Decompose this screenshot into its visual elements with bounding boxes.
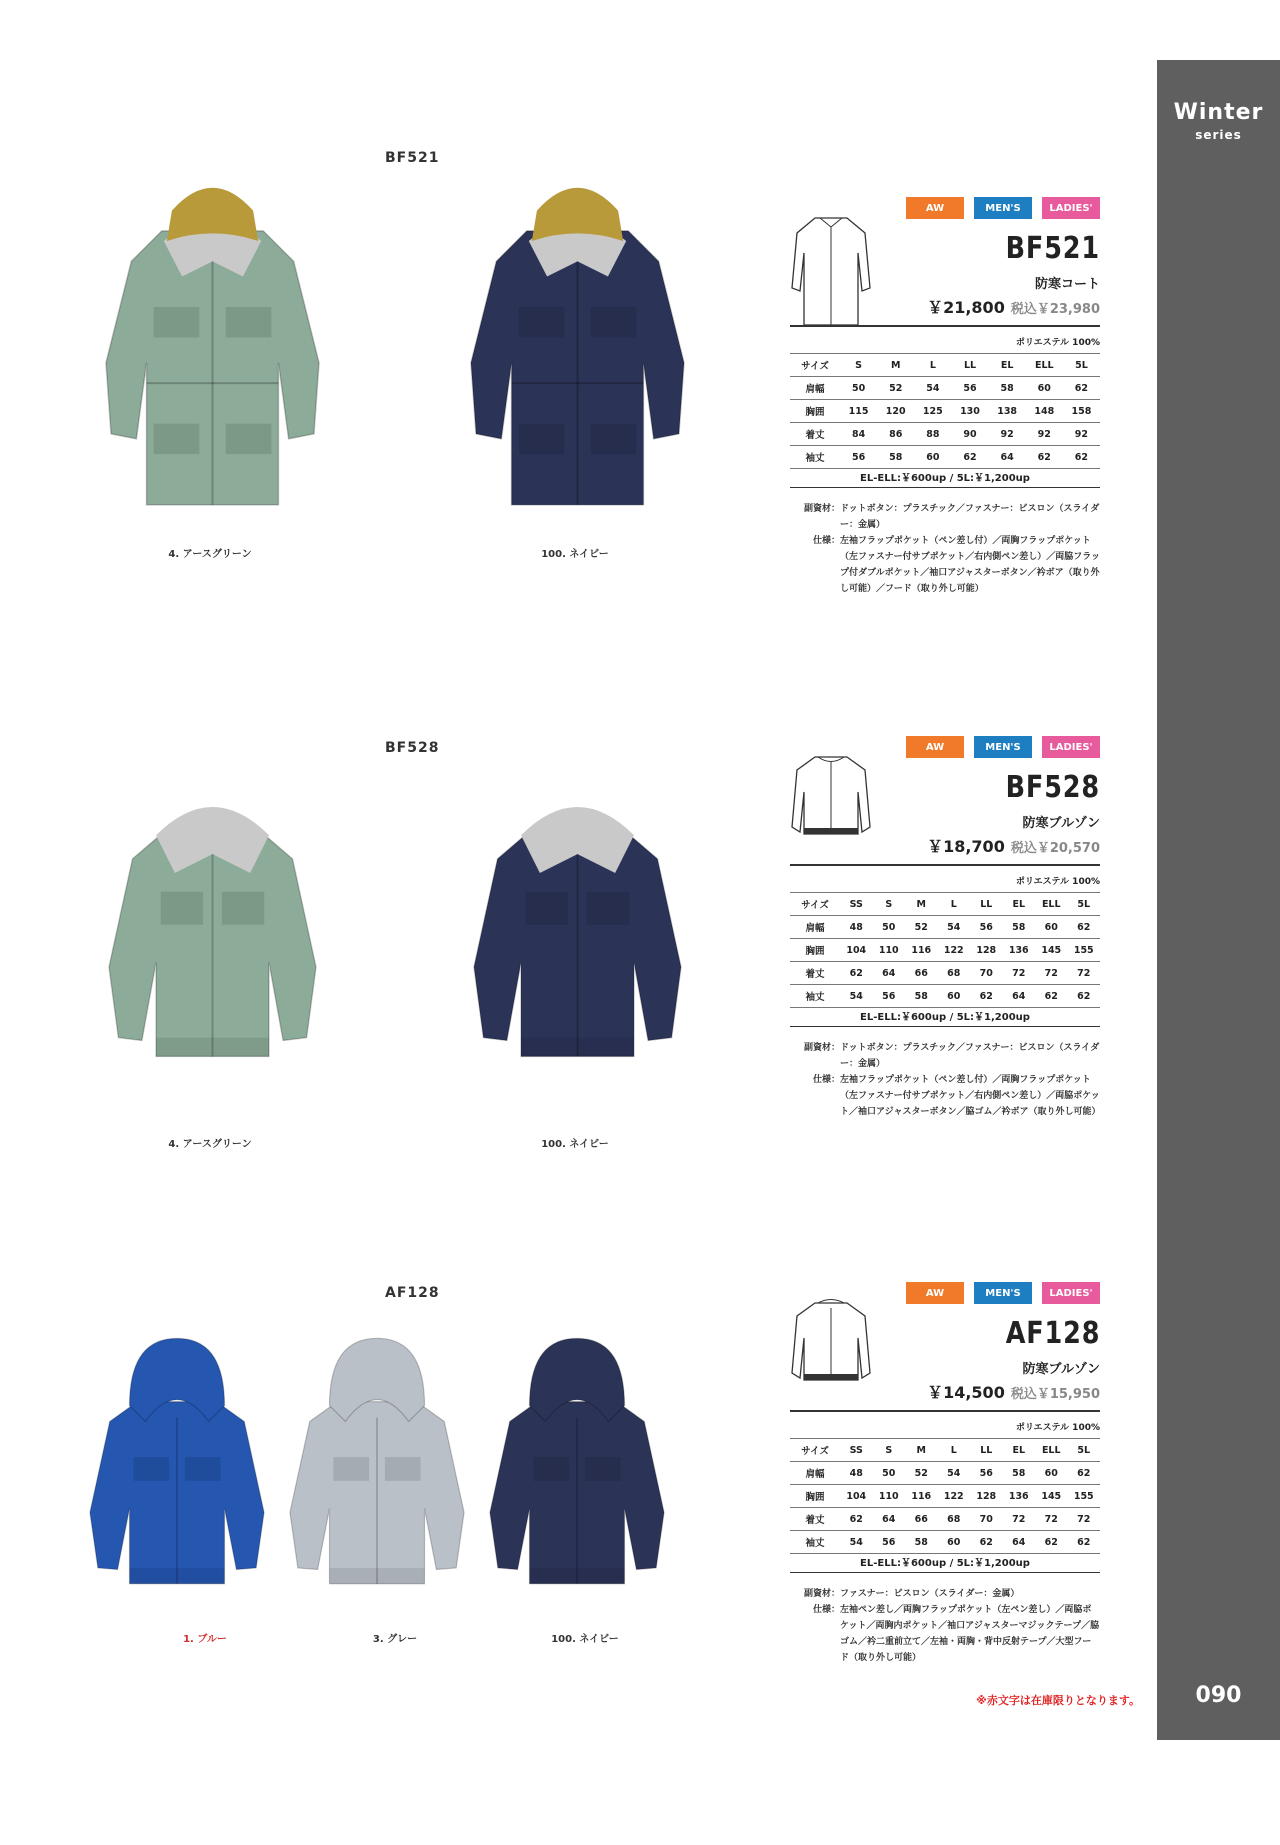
size-cell: 60 [938, 985, 971, 1008]
size-cell: 68 [938, 1508, 971, 1531]
garment-photo [82, 1315, 272, 1615]
size-cell: 58 [877, 446, 914, 469]
size-cell: M [905, 893, 938, 916]
size-cell: 60 [1026, 377, 1063, 400]
size-cell: 62 [951, 446, 988, 469]
garment-line-sketch [790, 213, 872, 331]
product-model-number: BF528 [1005, 770, 1100, 805]
size-row-header: サイズ [790, 893, 840, 916]
sketch-wrapper [790, 213, 872, 335]
price-tax-included: 税込￥23,980 [1010, 302, 1100, 317]
price: ￥14,500 [927, 1383, 1005, 1402]
size-cell: 72 [1035, 1508, 1068, 1531]
size-cell: 60 [1035, 1462, 1068, 1485]
garment-photo [455, 760, 700, 1080]
spec-notes [790, 501, 1100, 597]
spec-note-key: 仕様： [812, 1605, 840, 1615]
badge-ladies: LADIES' [1042, 736, 1100, 758]
size-cell: 64 [1003, 985, 1036, 1008]
product-section [0, 1285, 1150, 1845]
size-table [790, 353, 1100, 469]
size-cell: 62 [1068, 1531, 1101, 1554]
product-section [0, 150, 1150, 710]
spec-note [790, 1586, 1100, 1602]
size-cell: 86 [877, 423, 914, 446]
price-row [927, 1380, 1100, 1403]
size-cell: S [873, 893, 906, 916]
price-row [927, 295, 1100, 318]
price: ￥21,800 [927, 298, 1005, 317]
size-cell: 64 [1003, 1531, 1036, 1554]
color-label: 100. ネイビー [541, 1139, 609, 1150]
size-cell: 104 [840, 1485, 873, 1508]
size-cell: 62 [970, 985, 1003, 1008]
spec-note [790, 533, 1100, 597]
product-model-label: BF528 [385, 740, 440, 756]
size-cell: 62 [1035, 985, 1068, 1008]
sidebar-title: Winter [1173, 100, 1264, 125]
size-cell: 120 [877, 400, 914, 423]
size-table-row [790, 423, 1100, 446]
size-table-row [790, 1508, 1100, 1531]
page-number: 090 [1195, 1683, 1242, 1708]
size-cell: 56 [951, 377, 988, 400]
size-table-row [790, 939, 1100, 962]
category-badges [906, 1282, 1100, 1304]
size-cell: SS [840, 893, 873, 916]
size-cell: S [840, 354, 877, 377]
product-model-number: BF521 [1005, 231, 1100, 266]
size-cell: 62 [1063, 446, 1100, 469]
color-label: 3. グレー [372, 1634, 418, 1645]
size-cell: 88 [914, 423, 951, 446]
spec-note-key: 副資材： [803, 504, 840, 514]
size-table-row [790, 1485, 1100, 1508]
sketch-wrapper [790, 752, 872, 846]
size-cell: 5L [1063, 354, 1100, 377]
size-table-row [790, 893, 1100, 916]
size-row-header: 着丈 [790, 423, 840, 446]
product-info [790, 197, 1100, 597]
size-cell: 155 [1068, 939, 1101, 962]
size-cell: 72 [1003, 962, 1036, 985]
size-cell: 58 [905, 985, 938, 1008]
divider [790, 487, 1100, 488]
material-label: ポリエステル 100% [1015, 338, 1100, 348]
size-cell: L [938, 893, 971, 916]
color-label: 1. ブルー [183, 1634, 227, 1645]
size-row-header: 肩幅 [790, 377, 840, 400]
size-surcharge: EL-ELL:￥600up / 5L:￥1,200up [860, 473, 1030, 484]
size-cell: 54 [840, 985, 873, 1008]
size-cell: 115 [840, 400, 877, 423]
size-cell: 56 [873, 1531, 906, 1554]
spec-note-key: 副資材： [803, 1043, 840, 1053]
size-cell: 66 [905, 962, 938, 985]
badge-mens: MEN'S [974, 197, 1032, 219]
divider [790, 1026, 1100, 1027]
size-cell: 52 [877, 377, 914, 400]
size-cell: 62 [1068, 916, 1101, 939]
size-cell: S [873, 1439, 906, 1462]
size-cell: 64 [873, 1508, 906, 1531]
size-cell: L [938, 1439, 971, 1462]
size-table-row [790, 916, 1100, 939]
size-cell: 48 [840, 916, 873, 939]
size-cell: LL [951, 354, 988, 377]
size-cell: 72 [1068, 1508, 1101, 1531]
price-row [927, 834, 1100, 857]
garment-line-sketch [790, 1298, 872, 1388]
divider [790, 1572, 1100, 1573]
spec-note [790, 1040, 1100, 1072]
size-cell: 155 [1068, 1485, 1101, 1508]
size-cell: 56 [840, 446, 877, 469]
size-row-header: サイズ [790, 1439, 840, 1462]
product-model-number: AF128 [1005, 1316, 1100, 1351]
size-row-header: サイズ [790, 354, 840, 377]
size-table [790, 892, 1100, 1008]
size-cell: 56 [873, 985, 906, 1008]
size-cell: 58 [1003, 1462, 1036, 1485]
size-cell: 90 [951, 423, 988, 446]
size-table-row [790, 1462, 1100, 1485]
badge-aw: AW [906, 197, 964, 219]
size-cell: LL [970, 893, 1003, 916]
color-label: 4. アースグリーン [168, 549, 252, 560]
product-info [790, 1282, 1100, 1682]
spec-note-value: 左袖フラップポケット（ペン差し付）／両胸フラップポケット（左ファスナー付サブポケット／右内側ペン差し）／両脇フラップ付ダブルポケット／袖口アジャスターボタン／衿ボア（取り外し可能）／フード（取り外し可能） [840, 536, 1101, 594]
size-cell: 62 [1068, 1462, 1101, 1485]
product-model-label: BF521 [385, 150, 440, 166]
size-cell: 128 [970, 1485, 1003, 1508]
badge-ladies: LADIES' [1042, 197, 1100, 219]
size-cell: 50 [873, 1462, 906, 1485]
size-cell: 62 [1068, 985, 1101, 1008]
spec-note [790, 1072, 1100, 1120]
size-cell: ELL [1035, 893, 1068, 916]
size-cell: EL [989, 354, 1026, 377]
badge-aw: AW [906, 736, 964, 758]
size-cell: 56 [970, 1462, 1003, 1485]
size-cell: 58 [1003, 916, 1036, 939]
size-cell: 70 [970, 962, 1003, 985]
garment-photo [282, 1315, 472, 1615]
size-cell: 122 [938, 939, 971, 962]
size-table-row [790, 962, 1100, 985]
size-row-header: 袖丈 [790, 1531, 840, 1554]
size-cell: L [914, 354, 951, 377]
spec-note-key: 副資材： [803, 1589, 840, 1599]
size-row-header: 着丈 [790, 1508, 840, 1531]
size-table-row [790, 400, 1100, 423]
size-cell: LL [970, 1439, 1003, 1462]
product-name: 防寒コート [1034, 277, 1100, 292]
category-badges [906, 197, 1100, 219]
size-row-header: 肩幅 [790, 916, 840, 939]
size-cell: ELL [1026, 354, 1063, 377]
material-label: ポリエステル 100% [1015, 1423, 1100, 1433]
garment-photo [90, 760, 335, 1080]
size-table-row [790, 354, 1100, 377]
spec-note-key: 仕様： [812, 1075, 840, 1085]
size-row-header: 胸囲 [790, 939, 840, 962]
size-cell: 122 [938, 1485, 971, 1508]
size-cell: ELL [1035, 1439, 1068, 1462]
size-cell: 54 [938, 1462, 971, 1485]
size-cell: 136 [1003, 1485, 1036, 1508]
size-table-row [790, 446, 1100, 469]
spec-note-value: 左袖ペン差し／両胸フラップポケット（左ペン差し）／両脇ポケット／両胸内ポケット／袖口アジャスターマジックテープ／脇ゴム／衿二重前立て／左袖・両胸・背中反射テープ／大型フード（取り外し可能） [840, 1605, 1100, 1663]
size-cell: 58 [905, 1531, 938, 1554]
size-cell: 60 [914, 446, 951, 469]
size-cell: 62 [840, 962, 873, 985]
size-cell: 64 [873, 962, 906, 985]
price-tax-included: 税込￥20,570 [1010, 841, 1100, 856]
size-cell: 68 [938, 962, 971, 985]
size-cell: M [877, 354, 914, 377]
size-cell: 62 [970, 1531, 1003, 1554]
size-row-header: 胸囲 [790, 400, 840, 423]
garment-photo [90, 170, 335, 515]
garment-line-sketch [790, 752, 872, 842]
size-surcharge: EL-ELL:￥600up / 5L:￥1,200up [860, 1012, 1030, 1023]
size-cell: 92 [989, 423, 1026, 446]
size-cell: 145 [1035, 1485, 1068, 1508]
sidebar [1157, 60, 1280, 1740]
size-cell: 72 [1003, 1508, 1036, 1531]
size-cell: 130 [951, 400, 988, 423]
product-info [790, 736, 1100, 1136]
size-cell: 52 [905, 1462, 938, 1485]
size-cell: 125 [914, 400, 951, 423]
size-table [790, 1438, 1100, 1554]
size-table-row [790, 985, 1100, 1008]
size-cell: 52 [905, 916, 938, 939]
product-name: 防寒ブルゾン [1022, 816, 1100, 831]
size-table-row [790, 1531, 1100, 1554]
price: ￥18,700 [927, 837, 1005, 856]
size-cell: 58 [989, 377, 1026, 400]
garment-photo [455, 170, 700, 515]
size-cell: 50 [840, 377, 877, 400]
spec-note-value: ドットボタン：プラスチック／ファスナー：ビスロン（スライダー：金属） [840, 1043, 1100, 1069]
size-row-header: 胸囲 [790, 1485, 840, 1508]
size-cell: 72 [1068, 962, 1101, 985]
spec-note [790, 501, 1100, 533]
size-cell: 66 [905, 1508, 938, 1531]
spec-note-value: ファスナー：ビスロン（スライダー：金属） [840, 1589, 1020, 1599]
size-cell: 62 [1035, 1531, 1068, 1554]
sketch-wrapper [790, 1298, 872, 1392]
size-cell: 116 [905, 939, 938, 962]
size-cell: 84 [840, 423, 877, 446]
size-cell: 54 [840, 1531, 873, 1554]
size-cell: 116 [905, 1485, 938, 1508]
size-cell: 145 [1035, 939, 1068, 962]
spec-note [790, 1602, 1100, 1666]
badge-mens: MEN'S [974, 1282, 1032, 1304]
size-row-header: 着丈 [790, 962, 840, 985]
size-cell: 54 [938, 916, 971, 939]
size-cell: 148 [1026, 400, 1063, 423]
category-badges [906, 736, 1100, 758]
product-section [0, 740, 1150, 1300]
size-cell: 48 [840, 1462, 873, 1485]
color-label: 4. アースグリーン [168, 1139, 252, 1150]
product-name: 防寒ブルゾン [1022, 1362, 1100, 1377]
size-cell: 60 [938, 1531, 971, 1554]
badge-mens: MEN'S [974, 736, 1032, 758]
size-cell: 128 [970, 939, 1003, 962]
spec-note-value: ドットボタン：プラスチック／ファスナー：ビスロン（スライダー：金属） [840, 504, 1100, 530]
size-cell: 158 [1063, 400, 1100, 423]
product-model-label: AF128 [385, 1285, 440, 1301]
price-tax-included: 税込￥15,950 [1010, 1387, 1100, 1402]
material-label: ポリエステル 100% [1015, 877, 1100, 887]
divider [790, 864, 1100, 866]
size-cell: 70 [970, 1508, 1003, 1531]
size-cell: EL [1003, 893, 1036, 916]
size-cell: 104 [840, 939, 873, 962]
size-cell: 54 [914, 377, 951, 400]
badge-aw: AW [906, 1282, 964, 1304]
size-cell: M [905, 1439, 938, 1462]
size-cell: 72 [1035, 962, 1068, 985]
size-cell: 62 [1063, 377, 1100, 400]
garment-photo [482, 1315, 672, 1615]
stock-footnote: ※赤文字は在庫限りとなります。 [976, 1694, 1140, 1707]
size-table-row [790, 1439, 1100, 1462]
spec-notes [790, 1586, 1100, 1666]
size-cell: 92 [1026, 423, 1063, 446]
size-cell: EL [1003, 1439, 1036, 1462]
badge-ladies: LADIES' [1042, 1282, 1100, 1304]
spec-note-key: 仕様： [812, 536, 840, 546]
size-row-header: 肩幅 [790, 1462, 840, 1485]
color-label: 100. ネイビー [541, 549, 609, 560]
size-cell: 136 [1003, 939, 1036, 962]
size-cell: 92 [1063, 423, 1100, 446]
divider [790, 1410, 1100, 1412]
size-cell: 5L [1068, 1439, 1101, 1462]
size-cell: 110 [873, 1485, 906, 1508]
spec-note-value: 左袖フラップポケット（ペン差し付）／両胸フラップポケット（左ファスナー付サブポケット／右内側ペン差し）／両脇ポケット／袖口アジャスターボタン／脇ゴム／衿ボア（取り外し可能） [840, 1075, 1101, 1117]
size-surcharge: EL-ELL:￥600up / 5L:￥1,200up [860, 1558, 1030, 1569]
size-cell: 60 [1035, 916, 1068, 939]
size-cell: SS [840, 1439, 873, 1462]
size-row-header: 袖丈 [790, 446, 840, 469]
size-cell: 62 [1026, 446, 1063, 469]
size-cell: 110 [873, 939, 906, 962]
sidebar-subtitle: series [1195, 128, 1242, 142]
size-cell: 56 [970, 916, 1003, 939]
size-cell: 50 [873, 916, 906, 939]
size-cell: 138 [989, 400, 1026, 423]
size-cell: 5L [1068, 893, 1101, 916]
divider [790, 325, 1100, 327]
size-cell: 64 [989, 446, 1026, 469]
size-row-header: 袖丈 [790, 985, 840, 1008]
color-label: 100. ネイビー [551, 1634, 619, 1645]
size-cell: 62 [840, 1508, 873, 1531]
size-table-row [790, 377, 1100, 400]
spec-notes [790, 1040, 1100, 1120]
